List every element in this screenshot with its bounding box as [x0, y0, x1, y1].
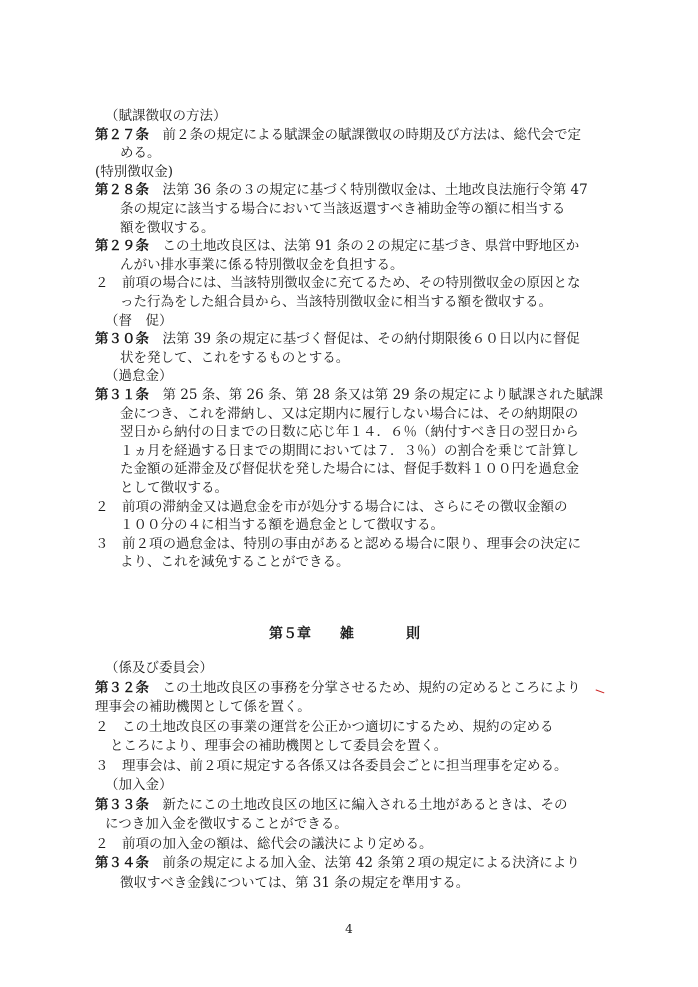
text-line — [0, 443, 698, 460]
line-text: この土地改良区は、法第 91 条の２の規定に基づき、県営中野地区か — [149, 238, 580, 255]
text-line — [0, 368, 698, 385]
text-line — [0, 201, 698, 218]
line-text: 法第 36 条の３の規定に基づく特別徴収金は、土地改良法施行令第 47 — [149, 182, 588, 199]
text-line — [0, 182, 698, 199]
text-line — [0, 275, 698, 292]
article-number: 第３３条 — [95, 796, 149, 813]
line-text: める。 — [120, 145, 161, 162]
line-text: 徴収すべき金銭については、第 31 条の規定を準用する。 — [120, 874, 470, 891]
article-number: 第３０条 — [95, 331, 149, 348]
line-text: 理事会の補助機関として係を置く。 — [95, 699, 311, 715]
line-text: ２ 前項の場合には、当該特別徴収金に充てるため、その特別徴収金の原因とな — [95, 275, 581, 292]
text-line — [0, 238, 698, 255]
text-line — [0, 536, 698, 553]
line-text: 新たにこの土地改良区の地区に編入される土地があるときは、その — [149, 796, 568, 813]
line-text: (特別徴収金) — [95, 163, 174, 180]
line-text: （加入金） — [105, 777, 173, 793]
line-text: （督 促） — [105, 312, 173, 329]
line-text: 状を発して、これをするものとする。 — [120, 349, 350, 366]
text-line — [0, 797, 698, 814]
article-number: 第３４条 — [95, 855, 149, 871]
text-line — [0, 313, 698, 330]
line-text: １００分の４に相当する額を過怠金として徴収する。 — [120, 517, 444, 534]
line-text: 翌日から納付の日までの日数に応じ年１４．６％（納付すべき日の翌日から — [120, 424, 579, 441]
line-text: （係及び委員会） — [105, 660, 213, 676]
line-text: ２ この土地改良区の事業の運営を公正かつ適切にするため、規約の定める — [95, 718, 554, 735]
text-line — [0, 719, 698, 736]
line-text: ところにより、理事会の補助機関として委員会を置く。 — [110, 738, 448, 754]
text-line — [0, 855, 698, 872]
text-line — [0, 836, 698, 853]
text-line — [0, 554, 698, 571]
line-text: ３ 理事会は、前２項に規定する各係又は各委員会ごとに担当理事を定める。 — [95, 757, 568, 774]
line-text: 法第 39 条の規定に基づく督促は、その納付期限後６０日以内に督促 — [149, 331, 580, 348]
text-line — [0, 461, 698, 478]
text-line — [0, 758, 698, 775]
text-line — [0, 350, 698, 367]
article-number: 第３１条 — [95, 387, 149, 403]
text-line — [0, 387, 698, 404]
text-line — [0, 517, 698, 534]
text-line — [0, 406, 698, 423]
text-line — [0, 164, 698, 181]
text-line — [0, 738, 698, 755]
line-text: った行為をした組合員から、当該特別徴収金に相当する額を徴収する。 — [120, 294, 552, 310]
text-line — [0, 331, 698, 348]
text-line — [0, 499, 698, 516]
line-text: ２ 前項の加入金の額は、総代会の議決により定める。 — [95, 835, 433, 852]
article-number: 第２８条 — [95, 182, 149, 199]
text-line — [0, 220, 698, 237]
page-number: 4 — [345, 922, 353, 936]
text-line — [0, 127, 698, 144]
article-number: 第２７条 — [95, 126, 149, 143]
line-text: につき加入金を徴収することができる。 — [105, 816, 348, 832]
line-text: 額を徴収する。 — [120, 219, 215, 236]
line-text: 第 25 条、第 26 条、第 28 条又は第 29 条の規定により賦課された賦課 — [149, 387, 604, 403]
text-line — [0, 108, 698, 125]
line-text: １ヵ月を経過する日までの期間においては７．３％）の割合を乗じて計算し — [120, 442, 579, 459]
line-text: 条の規定に該当する場合において当該返還すべき補助金等の額に相当する — [120, 201, 566, 217]
text-line — [0, 145, 698, 162]
article-number: 第３２条 — [95, 679, 149, 696]
line-text: （賦課徴収の方法） — [105, 108, 227, 124]
text-line — [0, 480, 698, 497]
line-text: ３ 前２項の過怠金は、特別の事由があると認める場合に限り、理事会の決定に — [95, 535, 581, 552]
text-line — [0, 660, 698, 677]
line-text: 前２条の規定による賦課金の賦課徴収の時期及び方法は、総代会で定 — [149, 126, 581, 143]
text-line — [0, 699, 698, 716]
line-text: （過怠金） — [105, 368, 173, 385]
line-text: 前条の規定による加入金、法第 42 条第２項の規定による決済により — [149, 855, 580, 871]
chapter-title: 雑 則 — [340, 626, 428, 642]
text-line — [0, 816, 698, 833]
text-line — [0, 294, 698, 311]
text-line — [0, 680, 698, 697]
line-text: 金につき、これを滞納し、又は定期内に履行しない場合には、その納期限の — [120, 405, 579, 422]
line-text: として徴収する。 — [120, 480, 228, 496]
article-number: 第２９条 — [95, 238, 149, 255]
line-text: ２ 前項の滞納金又は過怠金を市が処分する場合には、さらにその徴収金額の — [95, 498, 568, 515]
line-text: んがい排水事業に係る特別徴収金を負担する。 — [120, 256, 404, 273]
text-line — [0, 777, 698, 794]
line-text: この土地改良区の事務を分掌させるため、規約の定めるところにより — [149, 679, 581, 696]
text-line — [0, 424, 698, 441]
text-line — [0, 257, 698, 274]
line-text: より、これを減免することができる。 — [120, 554, 350, 571]
text-line — [0, 875, 698, 892]
line-text: た金額の延滞金及び督促状を発した場合には、督促手数料１００円を過怠金 — [120, 461, 579, 478]
chapter-number: 第５章 — [269, 626, 311, 642]
